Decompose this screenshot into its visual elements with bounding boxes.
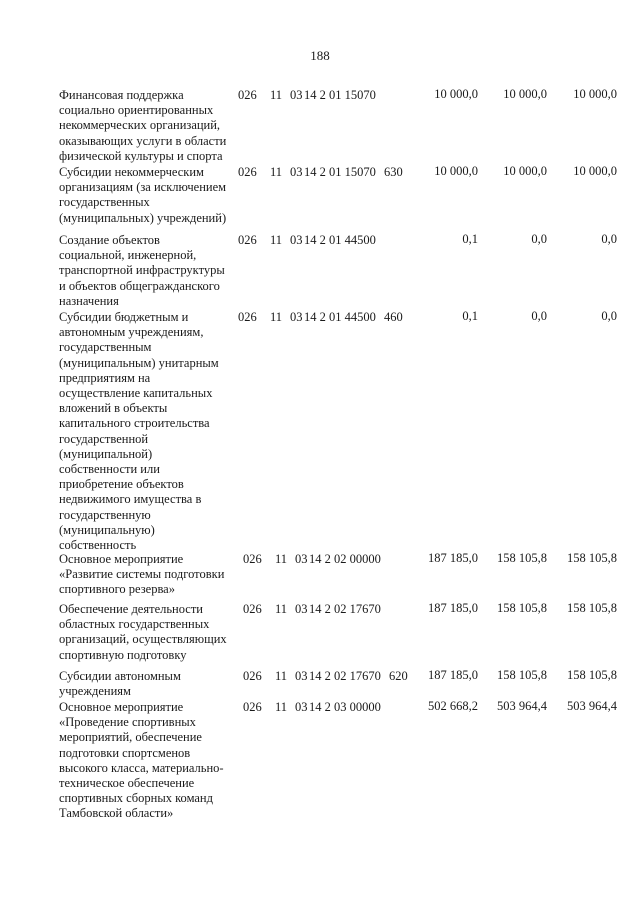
value-year-3: 158 105,8: [567, 601, 617, 615]
code-ministry: 026: [238, 233, 257, 247]
value-year-1: 10 000,0: [434, 87, 478, 101]
row-name: Основное мероприятие «Проведение спортивных мероприятий, обеспечение подготовки спортсменов высокого класса, материально- техническое обеспечение спортивных сборных команд Тамбовской области»: [59, 700, 224, 821]
value-year-3: 158 105,8: [567, 551, 617, 565]
row-name: Субсидии автономным учреждениям: [59, 669, 181, 699]
value-year-2: 158 105,8: [497, 668, 547, 682]
value-year-1: 10 000,0: [434, 164, 478, 178]
row-name: Финансовая поддержка социально ориентированных некоммерческих организаций, оказывающих услуги в области физической культуры и спорта: [59, 88, 227, 163]
value-year-2: 503 964,4: [497, 699, 547, 713]
code-target-article: 14 2 01 15070: [304, 88, 376, 102]
code-subsection: 03: [290, 165, 303, 179]
value-year-2: 0,0: [531, 232, 547, 246]
value-year-2: 10 000,0: [503, 87, 547, 101]
code-section: 11: [275, 700, 288, 714]
value-year-2: 10 000,0: [503, 164, 547, 178]
code-target-article: 14 2 02 17670: [309, 669, 381, 683]
value-year-3: 0,0: [601, 309, 617, 323]
value-year-2: 158 105,8: [497, 601, 547, 615]
code-section: 11: [270, 88, 283, 102]
code-expense-type: 460: [384, 310, 403, 324]
row-name: Создание объектов социальной, инженерной, транспортной инфраструктуры и объектов общегражданского назначения: [59, 233, 225, 308]
value-year-3: 10 000,0: [573, 164, 617, 178]
code-subsection: 03: [295, 669, 308, 683]
code-target-article: 14 2 01 44500: [304, 233, 376, 247]
code-target-article: 14 2 02 00000: [309, 552, 381, 566]
code-section: 11: [270, 233, 283, 247]
row-name: Обеспечение деятельности областных государственных организаций, осуществляющих спортивную подготовку: [59, 602, 227, 662]
code-target-article: 14 2 03 00000: [309, 700, 381, 714]
code-section: 11: [275, 669, 288, 683]
code-ministry: 026: [238, 165, 257, 179]
code-subsection: 03: [290, 88, 303, 102]
value-year-1: 187 185,0: [428, 551, 478, 565]
value-year-1: 0,1: [462, 232, 478, 246]
code-target-article: 14 2 02 17670: [309, 602, 381, 616]
code-expense-type: 630: [384, 165, 403, 179]
value-year-1: 502 668,2: [428, 699, 478, 713]
page-number: 188: [310, 48, 330, 63]
value-year-2: 158 105,8: [497, 551, 547, 565]
code-ministry: 026: [243, 552, 262, 566]
value-year-3: 503 964,4: [567, 699, 617, 713]
value-year-2: 0,0: [531, 309, 547, 323]
value-year-3: 158 105,8: [567, 668, 617, 682]
row-name: Основное мероприятие «Развитие системы подготовки спортивного резерва»: [59, 552, 225, 597]
code-target-article: 14 2 01 15070: [304, 165, 376, 179]
code-section: 11: [270, 310, 283, 324]
code-ministry: 026: [243, 669, 262, 683]
code-subsection: 03: [295, 552, 308, 566]
value-year-1: 0,1: [462, 309, 478, 323]
code-ministry: 026: [238, 88, 257, 102]
code-section: 11: [270, 165, 283, 179]
code-section: 11: [275, 552, 288, 566]
code-subsection: 03: [290, 233, 303, 247]
value-year-3: 0,0: [601, 232, 617, 246]
code-target-article: 14 2 01 44500: [304, 310, 376, 324]
code-subsection: 03: [295, 700, 308, 714]
value-year-1: 187 185,0: [428, 601, 478, 615]
code-ministry: 026: [243, 602, 262, 616]
code-expense-type: 620: [389, 669, 408, 683]
code-section: 11: [275, 602, 288, 616]
code-subsection: 03: [295, 602, 308, 616]
value-year-1: 187 185,0: [428, 668, 478, 682]
value-year-3: 10 000,0: [573, 87, 617, 101]
row-name: Субсидии бюджетным и автономным учреждениям, государственным (муниципальным) унитарным предприятиям на осуществление капитальных вложений в объекты капитального строительства государственной (муниципальной) собственности или приобретение объектов недвижимого имущества в государственную (муниципальную) собственность: [59, 310, 219, 553]
code-subsection: 03: [290, 310, 303, 324]
code-ministry: 026: [243, 700, 262, 714]
row-name: Субсидии некоммерческим организациям (за исключением государственных (муниципальных) учреждений): [59, 165, 227, 225]
code-ministry: 026: [238, 310, 257, 324]
